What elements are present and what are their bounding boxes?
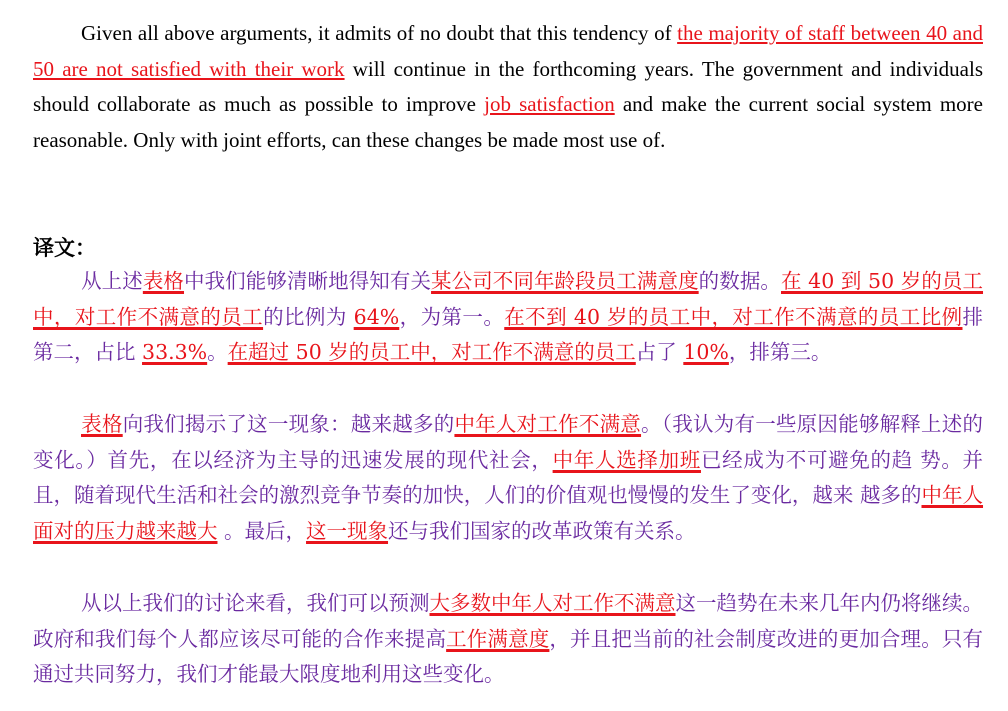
zh-highlight: 33.3% — [142, 340, 208, 364]
zh-highlight: 在不到 40 岁的员工中，对工作不满意的员工比例 — [504, 304, 963, 329]
english-text: will continue in the forthcoming years. The government and individuals should collaborate as much as possible to improve — [33, 56, 983, 116]
zh-highlight: 中年人面对的压力越来越大 — [33, 483, 984, 543]
zh-highlight: 表格 — [142, 269, 185, 293]
translation-heading: 译文： — [33, 236, 96, 260]
zh-highlight: 工作满意度 — [446, 626, 550, 651]
zh-highlight: 在超过 50 岁的员工中，对工作不满意的员工 — [227, 340, 636, 364]
english-conclusion-paragraph — [33, 16, 983, 158]
zh-highlight: 这一现象 — [306, 518, 389, 543]
zh-text: ，并且把当前的社会制度改进的更加合理。只有通过共同努力，我们才能最大限度地利用这些变化。 — [33, 626, 984, 686]
translation-paragraph-2 — [33, 407, 983, 549]
zh-text: 已经成为不可避免的趋 势。并且，随着现代生活和社会的激烈竞争节奏的加快，人们的价值观也慢慢的发生了变化，越来 越多的 — [33, 447, 984, 507]
zh-text: 。 — [207, 340, 228, 364]
zh-text: 从以上我们的讨论来看，我们可以预测 — [81, 591, 430, 615]
zh-highlight: 表格 — [81, 412, 123, 436]
zh-text: 。（我认为有一些原因能够解释上述的变化。）首先，在以经济为主导的迅速发展的现代社会， — [33, 412, 984, 472]
english-highlight: job satisfaction — [484, 92, 615, 116]
zh-highlight: 10% — [683, 340, 729, 364]
zh-text: 的数据。 — [698, 269, 781, 293]
zh-text: 还与我们国家的改革政策有关系。 — [388, 518, 696, 543]
translation-paragraph-3 — [33, 586, 983, 693]
zh-text: 的比例为 — [263, 304, 354, 329]
zh-text: ，为第一。 — [399, 304, 505, 329]
zh-text: 。最后， — [217, 518, 307, 543]
english-highlight: the majority of staff between 40 and 50 are not satisfied with their work — [33, 21, 983, 81]
zh-highlight: 某公司不同年龄段员工满意度 — [431, 269, 699, 293]
zh-text: ，排第三。 — [728, 340, 832, 364]
english-text: Given all above arguments, it admits of no doubt that this tendency of — [81, 21, 678, 45]
zh-text: 这一趋势在未来几年内仍将继续。政府和我们每个人都应该尽可能的合作来提高 — [33, 591, 983, 651]
zh-highlight: 64% — [353, 304, 400, 329]
zh-text: 占了 — [635, 340, 684, 364]
zh-highlight: 在 40 到 50 岁的员工中，对工作不满意的员工 — [33, 269, 984, 329]
zh-text: 排第二，占比 — [33, 304, 983, 364]
zh-text: 中我们能够清晰地得知有关 — [184, 269, 432, 293]
zh-text: 向我们揭示了这一现象：越来越多的 — [122, 412, 455, 436]
translation-paragraph-1 — [33, 264, 983, 371]
zh-highlight: 中年人选择加班 — [552, 447, 701, 472]
english-text: and make the current social system more reasonable. Only with joint efforts, can these changes be made most use of. — [33, 92, 983, 152]
zh-highlight: 中年人对工作不满意 — [454, 412, 642, 436]
zh-text: 从上述 — [81, 269, 143, 293]
zh-highlight: 大多数中年人对工作不满意 — [429, 591, 676, 615]
